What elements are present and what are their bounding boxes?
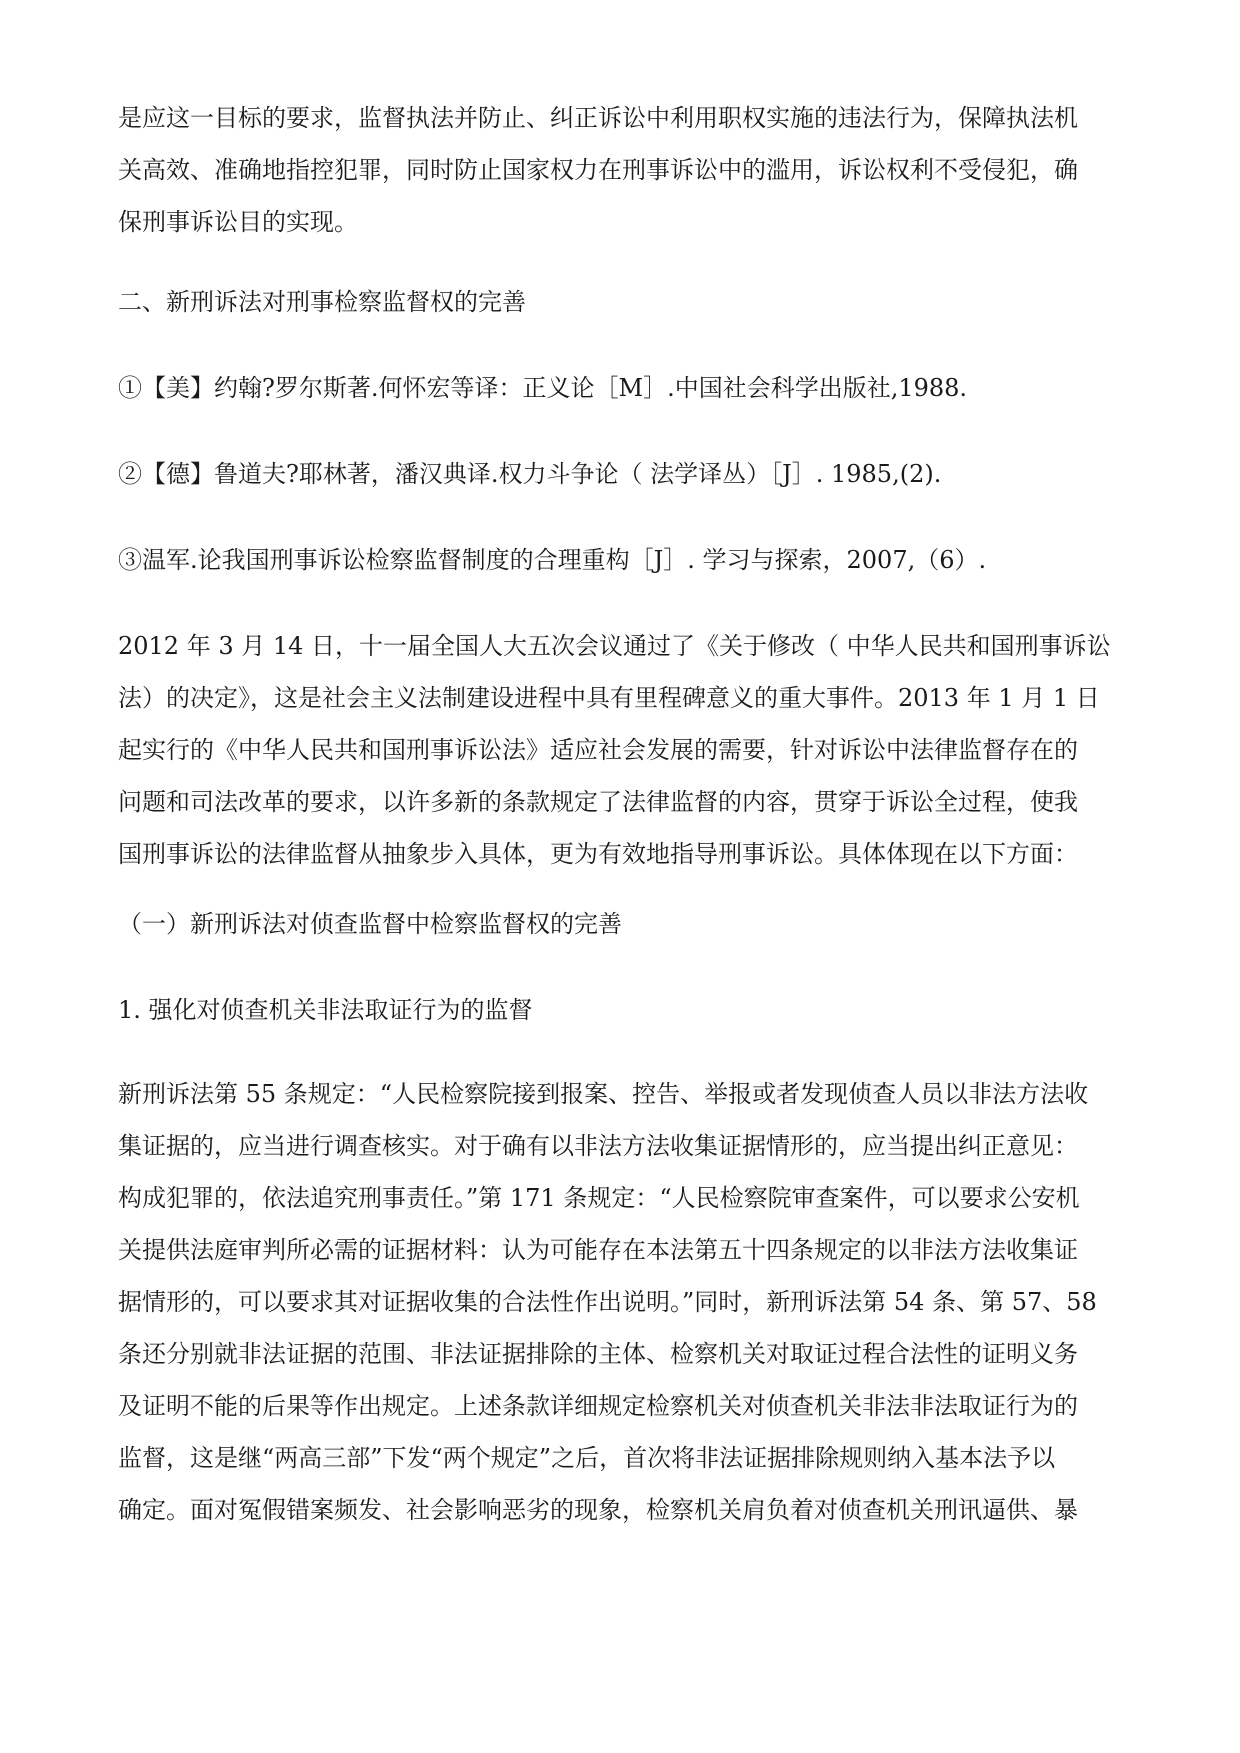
item-heading: 1. 强化对侦查机关非法取证行为的监督 — [118, 996, 533, 1024]
paragraph-amendment — [118, 620, 1122, 880]
paragraph-intro — [118, 92, 1122, 248]
section-heading: 二、新刑诉法对刑事检察监督权的完善 — [118, 288, 526, 316]
paragraph-line: 关高效、准确地指控犯罪，同时防止国家权力在刑事诉讼中的滥用，诉讼权利不受侵犯，确 — [118, 156, 1078, 184]
paragraph-line: 确定。面对冤假错案频发、社会影响恶劣的现象，检察机关肩负着对侦查机关刑讯逼供、暴 — [118, 1496, 1078, 1524]
paragraph-line: 问题和司法改革的要求，以许多新的条款规定了法律监督的内容，贯穿于诉讼全过程，使我 — [118, 788, 1078, 816]
paragraph-line: 起实行的《中华人民共和国刑事诉讼法》适应社会发展的需要，针对诉讼中法律监督存在的 — [118, 736, 1078, 764]
subsection-heading: （一）新刑诉法对侦查监督中检察监督权的完善 — [118, 910, 622, 938]
paragraph-line: 关提供法庭审判所必需的证据材料：认为可能存在本法第五十四条规定的以非法方法收集证 — [118, 1236, 1078, 1264]
paragraph-line: 2012 年 3 月 14 日，十一届全国人大五次会议通过了《关于修改（ 中华人民共和国刑事诉讼 — [118, 632, 1111, 660]
paragraph-line: 法）的决定》，这是社会主义法制建设进程中具有里程碑意义的重大事件。2013 年 1 月 1 日 — [118, 684, 1100, 712]
paragraph-line: 保刑事诉讼目的实现。 — [118, 208, 358, 236]
reference-item: ①【美】约翰?罗尔斯著.何怀宏等译：正义论［M］.中国社会科学出版社,1988. — [118, 374, 968, 402]
paragraph-line: 及证明不能的后果等作出规定。上述条款详细规定检察机关对侦查机关非法非法取证行为的 — [118, 1392, 1078, 1420]
paragraph-line: 构成犯罪的，依法追究刑事责任。”第 171 条规定：“人民检察院审查案件，可以要求公安机 — [118, 1184, 1080, 1212]
paragraph-line: 集证据的，应当进行调查核实。对于确有以非法方法收集证据情形的，应当提出纠正意见： — [118, 1132, 1078, 1160]
paragraph-line: 新刑诉法第 55 条规定：“人民检察院接到报案、控告、举报或者发现侦查人员以非法方法收 — [118, 1080, 1089, 1108]
reference-item: ②【德】鲁道夫?耶林著，潘汉典译.权力斗争论（ 法学译丛）［J］. 1985,(2). — [118, 460, 942, 488]
paragraph-line: 国刑事诉讼的法律监督从抽象步入具体，更为有效地指导刑事诉讼。具体体现在以下方面： — [118, 840, 1078, 868]
paragraph-line: 是应这一目标的要求，监督执法并防止、纠正诉讼中利用职权实施的违法行为，保障执法机 — [118, 104, 1078, 132]
paragraph-line: 条还分别就非法证据的范围、非法证据排除的主体、检察机关对取证过程合法性的证明义务 — [118, 1340, 1078, 1368]
paragraph-line: 监督，这是继“两高三部”下发“两个规定”之后，首次将非法证据排除规则纳入基本法予以 — [118, 1444, 1056, 1472]
reference-item: ③温军.论我国刑事诉讼检察监督制度的合理重构［J］. 学习与探索，2007,（6）. — [118, 546, 987, 574]
paragraph-article-55 — [118, 1068, 1122, 1536]
paragraph-line: 据情形的，可以要求其对证据收集的合法性作出说明。”同时，新刑诉法第 54 条、第 57、58 — [118, 1288, 1097, 1316]
